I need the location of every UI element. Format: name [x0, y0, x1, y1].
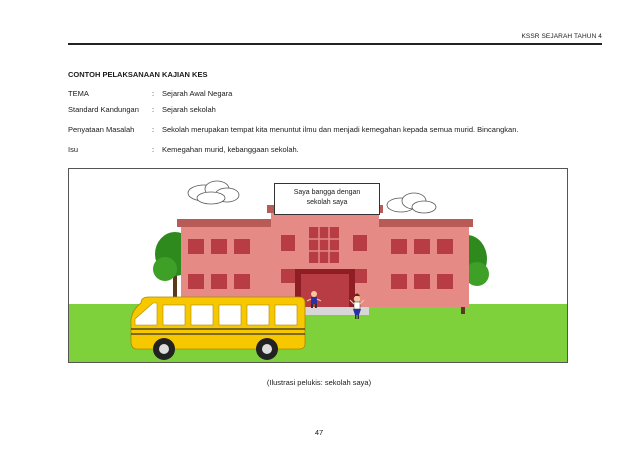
- row-colon: :: [152, 89, 155, 98]
- row-penyataan-masalah: [68, 125, 518, 134]
- row-colon: :: [152, 145, 155, 154]
- building-left-wing: [177, 219, 277, 307]
- cloud-icon: [387, 193, 436, 213]
- speech-line-1: Saya bangga dengan: [293, 189, 361, 196]
- school-illustration: [68, 168, 568, 363]
- cloud-icon: [188, 181, 239, 204]
- row-value: Sejarah Awal Negara: [162, 89, 233, 98]
- row-label: TEMA: [68, 89, 89, 98]
- building-right-wing: [373, 219, 473, 307]
- header-rule: [68, 43, 602, 45]
- row-label: Penyataan Masalah: [68, 125, 135, 134]
- row-colon: :: [152, 105, 155, 114]
- row-label: Standard Kandungan: [68, 105, 139, 114]
- section-title: CONTOH PELAKSANAAN KAJIAN KES: [68, 70, 208, 79]
- page-number: 47: [314, 428, 324, 437]
- row-value: Kemegahan murid, kebanggaan sekolah.: [162, 145, 299, 154]
- row-tema: [68, 89, 232, 98]
- row-label: Isu: [68, 145, 79, 154]
- row-value: Sekolah merupakan tempat kita menuntut ilmu dan menjadi kemegahan kepada semua murid. Bincangkan.: [162, 125, 519, 134]
- building-center: [267, 205, 383, 307]
- row-colon: :: [152, 125, 155, 134]
- speech-bubble: [274, 183, 380, 215]
- row-standard-kandungan: [68, 105, 216, 114]
- speech-line-2: sekolah saya: [306, 199, 348, 206]
- row-isu: [68, 145, 299, 154]
- row-value: Sejarah sekolah: [162, 105, 216, 114]
- header-tag: KSSR SEJARAH TAHUN 4: [521, 33, 602, 40]
- illustration-caption: (Ilustrasi pelukis: sekolah saya): [266, 378, 372, 387]
